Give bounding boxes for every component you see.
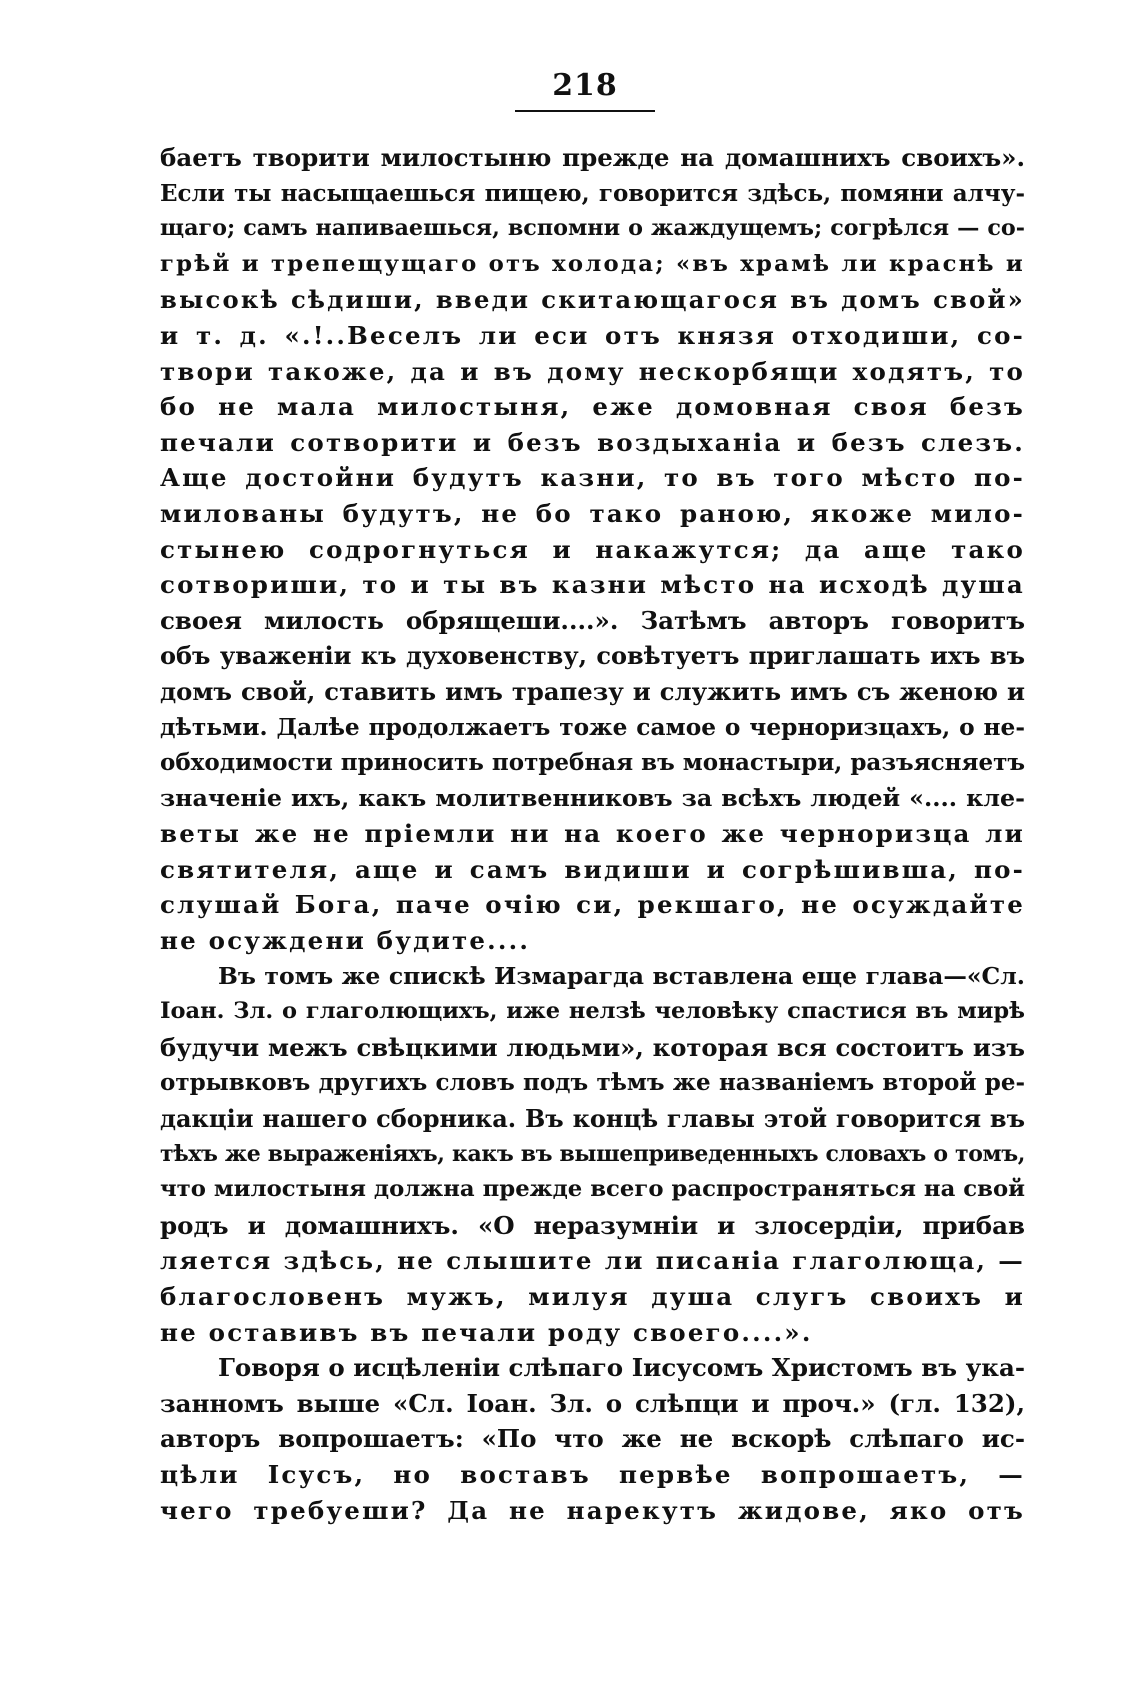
text-line: Говоря о исцѣленіи слѣпаго Іисусомъ Христомъ въ ука- [218, 1353, 1025, 1383]
text-line: Аще достойни будутъ казни, то въ того мѣсто по- [160, 463, 1025, 493]
text-line: не оставивъ въ печали роду своего....». [160, 1317, 813, 1347]
text-line: своея милость обрящеши....». Затѣмъ авторъ говоритъ [160, 605, 1025, 635]
text-line: дѣтьми. Далѣе продолжаетъ тоже самое о черноризцахъ, о не- [160, 713, 1025, 741]
text-line: объ уваженіи къ духовенству, совѣтуетъ приглашать ихъ въ [160, 641, 1025, 671]
text-line: благословенъ мужъ, милуя душа слугъ своихъ и [160, 1282, 1025, 1311]
text-line: и т. д. «.!..Веселъ ли еси отъ князя отходиши, со- [160, 320, 1025, 350]
text-line: бо не мала милостыня, еже домовная своя безъ [160, 392, 1025, 422]
text-line: цѣли Ісусъ, но воставъ первѣе вопрошаетъ, — [160, 1459, 1025, 1489]
text-line: стынею содрогнуться и накажутся; да аще тако [160, 534, 1025, 564]
header-rule [515, 110, 655, 112]
text-line: авторъ вопрошаетъ: «По что же не вскорѣ слѣпаго ис- [160, 1424, 1025, 1454]
text-line: будучи межъ свѣцкими людьми», которая вся состоитъ изъ [160, 1032, 1025, 1062]
text-line: святителя, аще и самъ видиши и согрѣшивша, по- [160, 854, 1025, 884]
text-line: ляется здѣсь, не слышите ли писаніа глаголюща, — [160, 1246, 1025, 1276]
text-line: печали сотворити и безъ воздыханіа и безъ слезъ. [160, 427, 1025, 457]
text-line: родъ и домашнихъ. «О неразумніи и злосердіи, прибав [160, 1210, 1025, 1240]
text-line: Если ты насыщаешься пищею, говорится здѣсь, помяни алчу- [160, 179, 1025, 207]
text-line: обходимости приносить потребная въ монастыри, разъясняетъ [160, 749, 1025, 777]
text-line: баетъ творити милостыню прежде на домашнихъ своихъ». [160, 143, 1025, 172]
text-line: дакціи нашего сборника. Въ концѣ главы этой говорится въ [160, 1104, 1025, 1134]
text-line: Іоан. Зл. о глаголющихъ, иже нелзѣ человѣку спастися въ мирѣ [160, 998, 1025, 1025]
text-line: сотвориши, то и ты въ казни мѣсто на исходѣ душа [160, 570, 1025, 600]
text-line: милованы будутъ, не бо тако раною, якоже мило- [160, 498, 1025, 528]
body-text [160, 140, 1025, 1528]
text-line: щаго; самъ напиваешься, вспомни о жаждущемъ; согрѣлся — со- [160, 215, 1025, 242]
page-number: 218 [552, 68, 618, 103]
text-line: занномъ выше «Сл. Іоан. Зл. о слѣпци и проч.» (гл. 132), [160, 1388, 1025, 1418]
text-line: чего требуеши? Да не нарекутъ жидове, яко отъ [160, 1495, 1025, 1525]
text-line: высокѣ сѣдиши, введи скитающагося въ домъ свой» [160, 285, 1025, 315]
text-line: значеніе ихъ, какъ молитвенниковъ за всѣхъ людей «.... кле- [160, 783, 1025, 812]
text-line: грѣй и трепещущаго отъ холода; «въ храмѣ ли краснѣ и [160, 250, 1025, 277]
text-line: отрывковъ другихъ словъ подъ тѣмъ же названіемъ второй ре- [160, 1069, 1025, 1097]
text-line: Въ томъ же спискѣ Измарагда вставлена еще глава—«Сл. [218, 961, 1025, 990]
text-line: домъ свой, ставить имъ трапезу и служить имъ съ женою и [160, 676, 1025, 706]
text-line: слушай Бога, паче очію си, рекшаго, не осуждайте [160, 890, 1025, 920]
text-line: что милостыня должна прежде всего распространяться на свой [160, 1176, 1025, 1203]
text-line: веты же не пріемли ни на коего же черноризца ли [160, 819, 1025, 849]
text-line: не осуждени будите.... [160, 926, 531, 956]
text-line: тѣхъ же выраженіяхъ, какъ въ вышеприведенныхъ словахъ о томъ, [160, 1140, 1025, 1167]
text-line: твори такоже, да и въ дому нескорбящи ходятъ, то [160, 356, 1025, 386]
